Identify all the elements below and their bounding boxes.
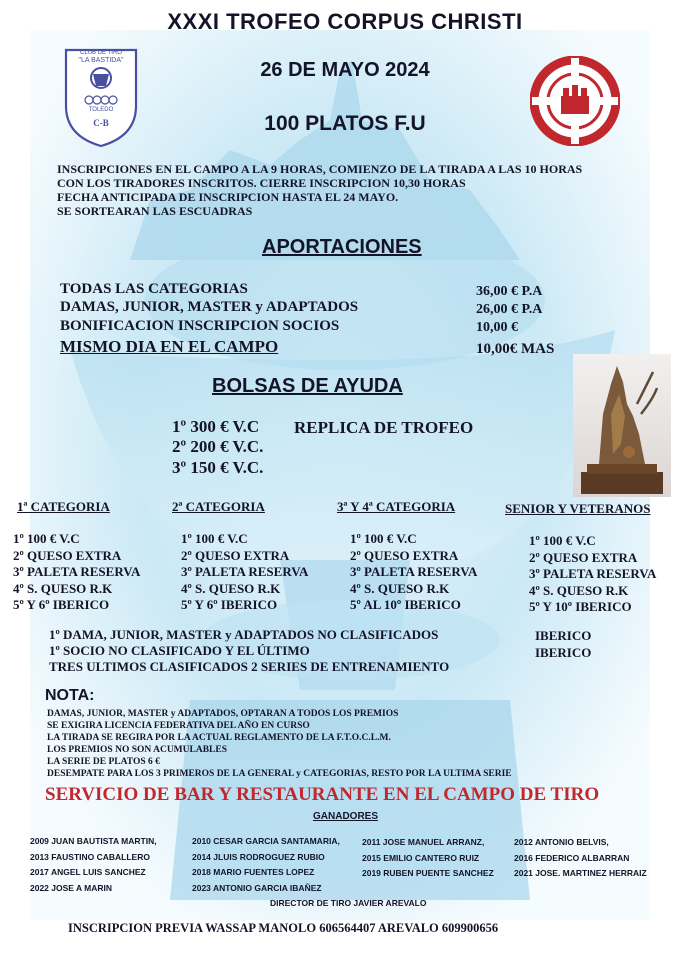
list-item: 5º Y 6º IBERICO — [13, 597, 110, 612]
list-item: 3º PALETA RESERVA — [529, 566, 657, 581]
nota-line-3: LA TIRADA SE REGIRA POR LA ACTUAL REGLAMENTO DE LA F.T.O.C.L.M. — [47, 733, 391, 743]
list-item: 2010 CESAR GARCIA SANTAMARIA, — [192, 836, 340, 846]
list-item: 2014 JLUIS RODROGUEZ RUBIO — [192, 851, 325, 862]
club-logo — [62, 44, 140, 148]
aportaciones-heading: APORTACIONES — [262, 236, 422, 258]
category-3-title: 3ª Y 4ª CATEGORIA — [337, 499, 456, 514]
page-title: XXXI TROFEO CORPUS CHRISTI — [167, 9, 523, 34]
trophy-photo — [573, 354, 671, 497]
list-item: 2015 EMILIO CANTERO RUIZ — [362, 852, 480, 863]
director-label: DIRECTOR DE TIRO JAVIER AREVALO — [270, 898, 427, 908]
category-1-title: 1ª CATEGORIA — [17, 499, 110, 514]
nota-heading: NOTA: — [45, 687, 95, 704]
bolsas-heading: BOLSAS DE AYUDA — [212, 375, 403, 397]
winners-column-3 — [362, 835, 494, 882]
bolsa-prize-2: 2º 200 € V.C. — [172, 437, 264, 456]
list-item: 3º PALETA RESERVA — [181, 564, 309, 579]
winners-column-2 — [192, 834, 340, 896]
list-item: 2016 FEDERICO ALBARRAN — [514, 852, 630, 863]
special-prize-3: TRES ULTIMOS CLASIFICADOS 2 SERIES DE ENTRENAMIENTO — [49, 659, 450, 674]
intro-line-1: INSCRIPCIONES EN EL CAMPO A LA 9 HORAS, COMIENZO DE LA TIRADA A LAS 10 HORAS — [57, 162, 583, 176]
nota-line-5: LA SERIE DE PLATOS 6 € — [47, 757, 160, 767]
special-prize-1: 1º DAMA, JUNIOR, MASTER y ADAPTADOS NO CLASIFICADOS — [49, 627, 439, 642]
bolsa-prize-1: 1º 300 € V.C — [172, 417, 260, 436]
list-item: 5º Y 6º IBERICO — [181, 597, 278, 612]
nota-line-4: LOS PREMIOS NO SON ACUMULABLES — [47, 745, 228, 755]
winners-column-1 — [30, 834, 157, 896]
list-item: 4º S. QUESO R.K — [13, 580, 113, 596]
list-item: 3º PALETA RESERVA — [13, 564, 141, 579]
list-item: 2013 FAUSTINO CABALLERO — [30, 851, 150, 862]
category-3-list — [350, 531, 477, 614]
registration-footer: INSCRIPCION PREVIA WASSAP MANOLO 606564407 AREVALO 609900656 — [68, 921, 499, 935]
list-item: 4º S. QUESO R.K — [181, 580, 281, 596]
club-logo-line2: "LA BASTIDA" — [78, 57, 124, 64]
aportacion-price-4: 10,00€ MAS — [476, 341, 555, 357]
list-item: 2018 MARIO FUENTES LOPEZ — [192, 867, 315, 877]
list-item: 2012 ANTONIO BELVIS, — [514, 837, 609, 847]
intro-line-2: CON LOS TIRADORES INSCRITOS. CIERRE INSCRIPCION 10,30 HORAS — [57, 176, 466, 190]
aportacion-label-2: DAMAS, JUNIOR, MASTER y ADAPTADOS — [60, 299, 359, 315]
event-date: 26 DE MAYO 2024 — [260, 59, 430, 81]
nota-line-1: DAMAS, JUNIOR, MASTER y ADAPTADOS, OPTARAN A TODOS LOS PREMIOS — [47, 709, 399, 719]
list-item: 2º QUESO EXTRA — [529, 549, 638, 565]
list-item: 1º 100 € V.C — [350, 531, 417, 546]
list-item: 2021 JOSE. MARTINEZ HERRAIZ — [514, 868, 647, 878]
aportacion-price-3: 10,00 € — [476, 320, 518, 335]
list-item: 3º PALETA RESERVA — [350, 564, 478, 579]
list-item: 2019 RUBEN PUENTE SANCHEZ — [362, 868, 494, 878]
list-item: 2022 JOSE A MARIN — [30, 882, 113, 893]
intro-line-3: FECHA ANTICIPADA DE INSCRIPCION HASTA EL 24 MAYO. — [57, 190, 399, 204]
list-item: 5º AL 10º IBERICO — [350, 597, 461, 612]
list-item: 2009 JUAN BAUTISTA MARTIN, — [30, 836, 157, 846]
special-prize-1-value: IBERICO — [535, 628, 592, 643]
list-item: 2011 JOSE MANUEL ARRANZ, — [362, 837, 485, 847]
special-prize-2: 1º SOCIO NO CLASIFICADO Y EL ÚLTIMO — [49, 643, 310, 658]
special-prize-2-value: IBERICO — [535, 645, 592, 660]
category-2-list — [181, 531, 308, 614]
nota-line-2: SE EXIGIRA LICENCIA FEDERATIVA DEL AÑO EN CURSO — [47, 721, 310, 731]
bar-service-banner: SERVICIO DE BAR Y RESTAURANTE EN EL CAMPO DE TIRO — [45, 784, 600, 805]
category-4-list — [529, 533, 656, 616]
list-item: 1º 100 € V.C — [181, 531, 248, 546]
intro-line-4: SE SORTEARAN LAS ESCUADRAS — [57, 204, 253, 218]
trophy-icon — [573, 354, 671, 497]
club-logo-line1: CLUB DE TIRO — [80, 50, 122, 56]
category-2-title: 2ª CATEGORIA — [172, 499, 265, 514]
federation-logo-icon — [530, 56, 620, 146]
list-item: 4º S. QUESO R.K — [350, 580, 450, 596]
list-item: 4º S. QUESO R.K — [529, 582, 629, 598]
aportacion-price-2: 26,00 € P.A — [476, 302, 543, 317]
club-logo-line3: TOLEDO — [88, 107, 114, 113]
category-4-title: SENIOR Y VETERANOS — [505, 501, 651, 516]
list-item: 2017 ANGEL LUIS SANCHEZ — [30, 867, 146, 877]
aportacion-label-4: MISMO DIA EN EL CAMPO — [60, 337, 279, 356]
category-1-list — [13, 531, 140, 614]
list-item: 2º QUESO EXTRA — [181, 547, 290, 563]
list-item: 2023 ANTONIO GARCIA IBAÑEZ — [192, 882, 322, 893]
list-item: 1º 100 € V.C — [529, 533, 596, 548]
winners-column-4 — [514, 835, 647, 882]
aportacion-price-1: 36,00 € P.A — [476, 284, 543, 299]
replica-label: REPLICA DE TROFEO — [294, 418, 474, 437]
club-logo-initials: C-B — [93, 118, 109, 128]
list-item: 2º QUESO EXTRA — [13, 547, 122, 563]
ganadores-heading: GANADORES — [313, 811, 379, 822]
event-name: 100 PLATOS F.U — [264, 112, 426, 135]
list-item: 5º Y 10º IBERICO — [529, 599, 632, 614]
nota-line-6: DESEMPATE PARA LOS 3 PRIMEROS DE LA GENERAL y CATEGORIAS, RESTO POR LA ULTIMA SERIE — [47, 769, 512, 779]
aportacion-label-1: TODAS LAS CATEGORIAS — [60, 281, 248, 297]
list-item: 2º QUESO EXTRA — [350, 547, 459, 563]
bolsa-prize-3: 3º 150 € V.C. — [172, 458, 264, 477]
list-item: 1º 100 € V.C — [13, 531, 80, 546]
aportacion-label-3: BONIFICACION INSCRIPCION SOCIOS — [60, 318, 340, 334]
